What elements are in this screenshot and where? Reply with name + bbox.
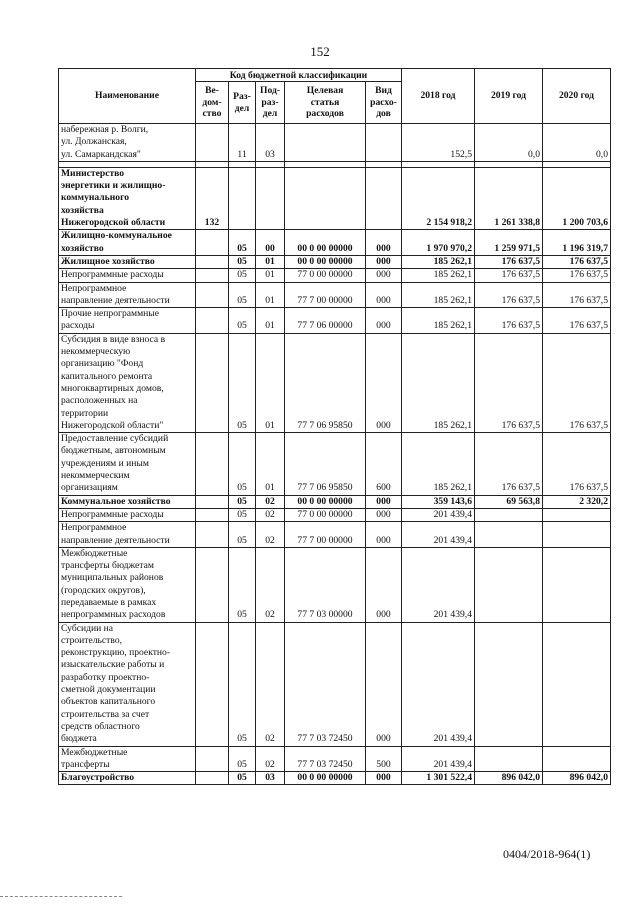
cell-target-article: 00 0 00 00000: [285, 772, 366, 785]
cell-vedomstvo: [196, 230, 229, 256]
cell-vedomstvo: [196, 547, 229, 622]
cell-target-article: 77 7 06 95850: [285, 433, 366, 495]
header-razdel: Раз- дел: [229, 82, 256, 124]
table-row: [59, 308, 611, 334]
cell-vedomstvo: [196, 124, 229, 162]
cell-target-article: 77 7 03 00000: [285, 547, 366, 622]
cell-vedomstvo: [196, 508, 229, 521]
cell-target-article: 00 0 00 00000: [285, 495, 366, 508]
cell-2019: 1 259 971,5: [475, 230, 543, 256]
cell-razdel: 05: [229, 269, 256, 282]
cell-2020: [543, 508, 611, 521]
cell-podrazdel: 01: [256, 433, 285, 495]
cell-vedomstvo: [196, 522, 229, 548]
cell-2018: 201 439,4: [402, 508, 475, 521]
cell-2019: 0,0: [475, 124, 543, 162]
cell-podrazdel: 02: [256, 495, 285, 508]
table-row: [59, 269, 611, 282]
cell-2020: [543, 547, 611, 622]
header-vedomstvo: Ве- дом- ство: [196, 82, 229, 124]
cell-name: Субсидия в виде взноса в некоммерческую организацию "Фонд капитального ремонта многоквартирных домов, расположенных на территории Нижегородской области": [59, 333, 196, 432]
cell-2020: [543, 746, 611, 772]
cell-razdel: 05: [229, 522, 256, 548]
table-row: [59, 746, 611, 772]
cell-2020: 176 637,5: [543, 255, 611, 268]
table-row: [59, 622, 611, 746]
cell-name: Жилищное хозяйство: [59, 255, 196, 268]
table-row: [59, 772, 611, 785]
table-row: [59, 255, 611, 268]
cell-2018: 185 262,1: [402, 255, 475, 268]
cell-2020: 176 637,5: [543, 333, 611, 432]
cell-vedomstvo: [196, 433, 229, 495]
cell-razdel: 05: [229, 282, 256, 308]
cell-vedomstvo: [196, 255, 229, 268]
cell-expense-type: 000: [366, 495, 402, 508]
cell-vedomstvo: 132: [196, 167, 229, 229]
header-name: Наименование: [59, 69, 196, 124]
cell-podrazdel: 01: [256, 308, 285, 334]
header-year-2018: 2018 год: [402, 69, 475, 124]
cell-expense-type: 000: [366, 508, 402, 521]
cell-2019: [475, 622, 543, 746]
cell-podrazdel: 02: [256, 622, 285, 746]
cell-2020: 1 196 319,7: [543, 230, 611, 256]
cell-expense-type: 000: [366, 622, 402, 746]
cell-target-article: 00 0 00 00000: [285, 255, 366, 268]
cell-podrazdel: 01: [256, 333, 285, 432]
cell-target-article: 77 7 06 00000: [285, 308, 366, 334]
cell-razdel: 05: [229, 230, 256, 256]
cell-target-article: 00 0 00 00000: [285, 230, 366, 256]
cell-podrazdel: 02: [256, 522, 285, 548]
cell-name: Межбюджетные трансферты бюджетам муниципальных районов (городских округов), передаваемые в рамках непрограммных расходов: [59, 547, 196, 622]
cell-2018: 185 262,1: [402, 308, 475, 334]
cell-razdel: 05: [229, 433, 256, 495]
cell-razdel: [229, 167, 256, 229]
cell-2018: 201 439,4: [402, 522, 475, 548]
cell-2018: 185 262,1: [402, 282, 475, 308]
cell-name: Жилищно-коммунальное хозяйство: [59, 230, 196, 256]
cell-vedomstvo: [196, 333, 229, 432]
cell-2020: [543, 522, 611, 548]
cell-vedomstvo: [196, 772, 229, 785]
table-row: [59, 433, 611, 495]
cell-name: Непрограммные расходы: [59, 508, 196, 521]
cell-2018: 185 262,1: [402, 433, 475, 495]
header-classification-group: Код бюджетной классификации: [196, 69, 402, 82]
cell-razdel: 05: [229, 508, 256, 521]
cell-2020: 176 637,5: [543, 269, 611, 282]
cell-razdel: 05: [229, 746, 256, 772]
cell-2018: 185 262,1: [402, 333, 475, 432]
page-number: 152: [310, 44, 330, 59]
cell-podrazdel: 01: [256, 282, 285, 308]
table-row: [59, 547, 611, 622]
cell-2018: 1 301 522,4: [402, 772, 475, 785]
cell-target-article: 77 0 00 00000: [285, 508, 366, 521]
cell-2020: 2 320,2: [543, 495, 611, 508]
header-expense-type: Вид расхо- дов: [366, 82, 402, 124]
cell-2020: 1 200 703,6: [543, 167, 611, 229]
cell-podrazdel: 02: [256, 508, 285, 521]
cell-vedomstvo: [196, 269, 229, 282]
document-code: 0404/2018-964(1): [503, 847, 591, 861]
cell-2019: 896 042,0: [475, 772, 543, 785]
cell-vedomstvo: [196, 308, 229, 334]
cell-2019: [475, 508, 543, 521]
cell-podrazdel: 03: [256, 124, 285, 162]
table-row: [59, 230, 611, 256]
cell-2018: 1 970 970,2: [402, 230, 475, 256]
cell-target-article: 77 7 00 00000: [285, 522, 366, 548]
cell-2018: 185 262,1: [402, 269, 475, 282]
cell-podrazdel: 01: [256, 255, 285, 268]
cell-podrazdel: [256, 167, 285, 229]
cell-name: Непрограммное направление деятельности: [59, 522, 196, 548]
cell-name: набережная р. Волги, ул. Должанская, ул. Самаркандская": [59, 124, 196, 162]
cell-2019: 176 637,5: [475, 333, 543, 432]
table-row: [59, 333, 611, 432]
cell-name: Коммунальное хозяйство: [59, 495, 196, 508]
cell-target-article: 77 7 03 72450: [285, 746, 366, 772]
header-podrazdel: Под- раз- дел: [256, 82, 285, 124]
cell-name: Прочие непрограммные расходы: [59, 308, 196, 334]
cell-expense-type: 000: [366, 772, 402, 785]
cell-podrazdel: 02: [256, 547, 285, 622]
cell-expense-type: 500: [366, 746, 402, 772]
cell-2018: 2 154 918,2: [402, 167, 475, 229]
cell-2020: 896 042,0: [543, 772, 611, 785]
cell-2020: 176 637,5: [543, 282, 611, 308]
cell-2019: [475, 547, 543, 622]
header-year-2020: 2020 год: [543, 69, 611, 124]
cell-razdel: 05: [229, 255, 256, 268]
cell-razdel: 05: [229, 547, 256, 622]
cell-name: Субсидии на строительство, реконструкцию, проектно- изыскательские работы и разработку проектно- сметной документации объектов капитального строительства за счет средств областного бюджета: [59, 622, 196, 746]
budget-table: [58, 68, 611, 785]
cell-2019: 176 637,5: [475, 308, 543, 334]
cell-razdel: 05: [229, 495, 256, 508]
cell-name: Непрограммные расходы: [59, 269, 196, 282]
cell-2019: 1 261 338,8: [475, 167, 543, 229]
cell-2019: 176 637,5: [475, 255, 543, 268]
cell-target-article: 77 0 00 00000: [285, 269, 366, 282]
cell-razdel: 05: [229, 333, 256, 432]
cell-2019: 176 637,5: [475, 282, 543, 308]
cell-razdel: 05: [229, 308, 256, 334]
cell-razdel: 11: [229, 124, 256, 162]
cell-2019: 69 563,8: [475, 495, 543, 508]
cell-target-article: 77 7 03 72450: [285, 622, 366, 746]
table-row: [59, 124, 611, 162]
cell-vedomstvo: [196, 622, 229, 746]
cell-name: Непрограммное направление деятельности: [59, 282, 196, 308]
cell-expense-type: 000: [366, 333, 402, 432]
table-row: [59, 508, 611, 521]
cell-podrazdel: 02: [256, 746, 285, 772]
cell-podrazdel: 00: [256, 230, 285, 256]
cell-name: Министерство энергетики и жилищно- коммунального хозяйства Нижегородской области: [59, 167, 196, 229]
cell-target-article: 77 7 06 95850: [285, 333, 366, 432]
cell-2019: [475, 746, 543, 772]
table-row: [59, 495, 611, 508]
table-row: [59, 167, 611, 229]
cell-expense-type: [366, 167, 402, 229]
cell-vedomstvo: [196, 282, 229, 308]
cell-2020: 176 637,5: [543, 433, 611, 495]
cell-2019: 176 637,5: [475, 433, 543, 495]
cell-vedomstvo: [196, 495, 229, 508]
cell-razdel: 05: [229, 772, 256, 785]
cell-expense-type: 600: [366, 433, 402, 495]
cell-target-article: [285, 167, 366, 229]
cell-name: Предоставление субсидий бюджетным, автономным учреждениям и иным некоммерческим организациям: [59, 433, 196, 495]
cell-target-article: 77 7 00 00000: [285, 282, 366, 308]
cell-expense-type: 000: [366, 255, 402, 268]
table-row: [59, 522, 611, 548]
cell-podrazdel: 03: [256, 772, 285, 785]
cell-2018: 201 439,4: [402, 547, 475, 622]
cell-2020: 176 637,5: [543, 308, 611, 334]
cell-expense-type: 000: [366, 269, 402, 282]
cell-target-article: [285, 124, 366, 162]
cell-2019: [475, 522, 543, 548]
cell-2018: 152,5: [402, 124, 475, 162]
cell-expense-type: 000: [366, 282, 402, 308]
bottom-scan-mark: [0, 896, 122, 899]
cell-2020: 0,0: [543, 124, 611, 162]
cell-2018: 359 143,6: [402, 495, 475, 508]
cell-2019: 176 637,5: [475, 269, 543, 282]
cell-vedomstvo: [196, 746, 229, 772]
cell-expense-type: 000: [366, 522, 402, 548]
cell-razdel: 05: [229, 622, 256, 746]
table-row: [59, 282, 611, 308]
cell-expense-type: [366, 124, 402, 162]
header-year-2019: 2019 год: [475, 69, 543, 124]
header-target-article: Целевая статья расходов: [285, 82, 366, 124]
cell-2020: [543, 622, 611, 746]
cell-podrazdel: 01: [256, 269, 285, 282]
cell-2018: 201 439,4: [402, 622, 475, 746]
cell-name: Межбюджетные трансферты: [59, 746, 196, 772]
cell-name: Благоустройство: [59, 772, 196, 785]
cell-expense-type: 000: [366, 308, 402, 334]
cell-expense-type: 000: [366, 230, 402, 256]
cell-2018: 201 439,4: [402, 746, 475, 772]
cell-expense-type: 000: [366, 547, 402, 622]
table-body: [59, 124, 611, 785]
